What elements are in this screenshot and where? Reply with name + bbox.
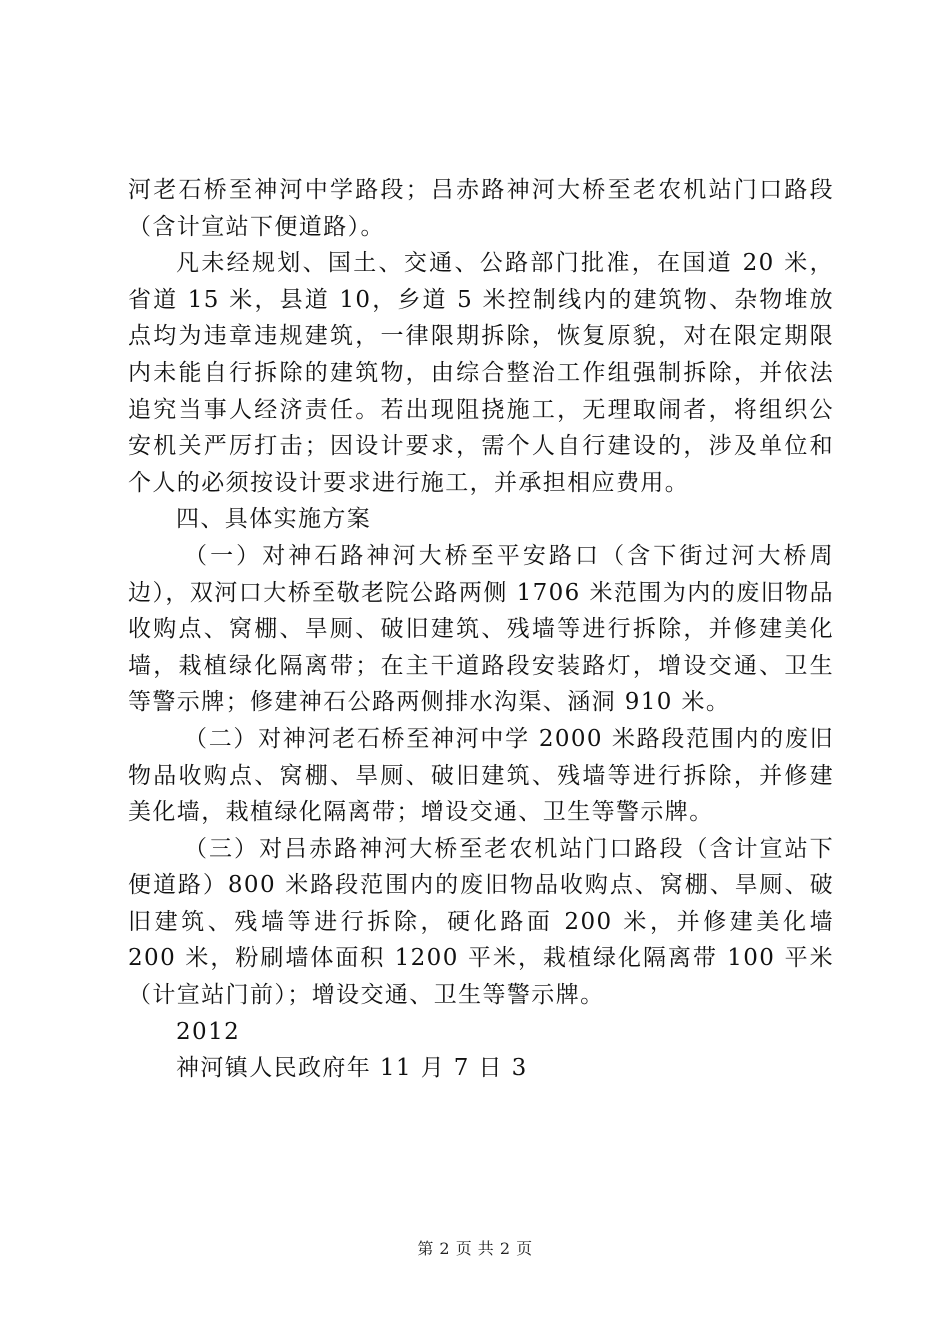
document-body [128, 172, 834, 1087]
paragraph-plan-item-1: （一）对神石路神河大桥至平安路口（含下街过河大桥周边），双河口大桥至敬老院公路两侧 1706 米范围为内的废旧物品收购点、窝棚、旱厕、破旧建筑、残墙等进行拆除，并修建美化墙，栽植绿化隔离带；在主干道路段安装路灯，增设交通、卫生等警示牌；修建神石公路两侧排水沟渠、涵洞 910 米。 [128, 542, 834, 716]
signature-issuer-date: 神河镇人民政府年 11 月 7 日 3 [176, 1055, 528, 1082]
paragraph-plan-item-2: （二）对神河老石桥至神河中学 2000 米路段范围内的废旧物品收购点、窝棚、旱厕、破旧建筑、残墙等进行拆除，并修建美化墙，栽植绿化隔离带；增设交通、卫生等警示牌。 [128, 725, 834, 826]
paragraph-regulation: 凡未经规划、国土、交通、公路部门批准，在国道 20 米，省道 15 米，县道 10，乡道 5 米控制线内的建筑物、杂物堆放点均为违章违规建筑，一律限期拆除，恢复原貌，对在限定期限内未能自行拆除的建筑物，由综合整治工作组强制拆除，并依法追究当事人经济责任。若出现阻挠施工，无理取闹者，将组织公安机关严厉打击；因设计要求，需个人自行建设的，涉及单位和个人的必须按设计要求进行施工，并承担相应费用。 [128, 250, 834, 496]
signature-year: 2012 [176, 1018, 241, 1045]
page-number-footer: 第 2 页 共 2 页 [417, 1239, 533, 1258]
paragraph-route-continuation: 河老石桥至神河中学路段；吕赤路神河大桥至老农机站门口路段（含计宣站下便道路）。 [128, 177, 834, 240]
paragraph-plan-item-3: （三）对吕赤路神河大桥至老农机站门口路段（含计宣站下便道路）800 米路段范围内的废旧物品收购点、窝棚、旱厕、破旧建筑、残墙等进行拆除，硬化路面 200 米，并修建美化墙 200 米，粉刷墙体面积 1200 平米，栽植绿化隔离带 100 平米（计宣站门前）；增设交通、卫生等警示牌。 [128, 835, 834, 1009]
section-heading-implementation: 四、具体实施方案 [176, 506, 372, 533]
